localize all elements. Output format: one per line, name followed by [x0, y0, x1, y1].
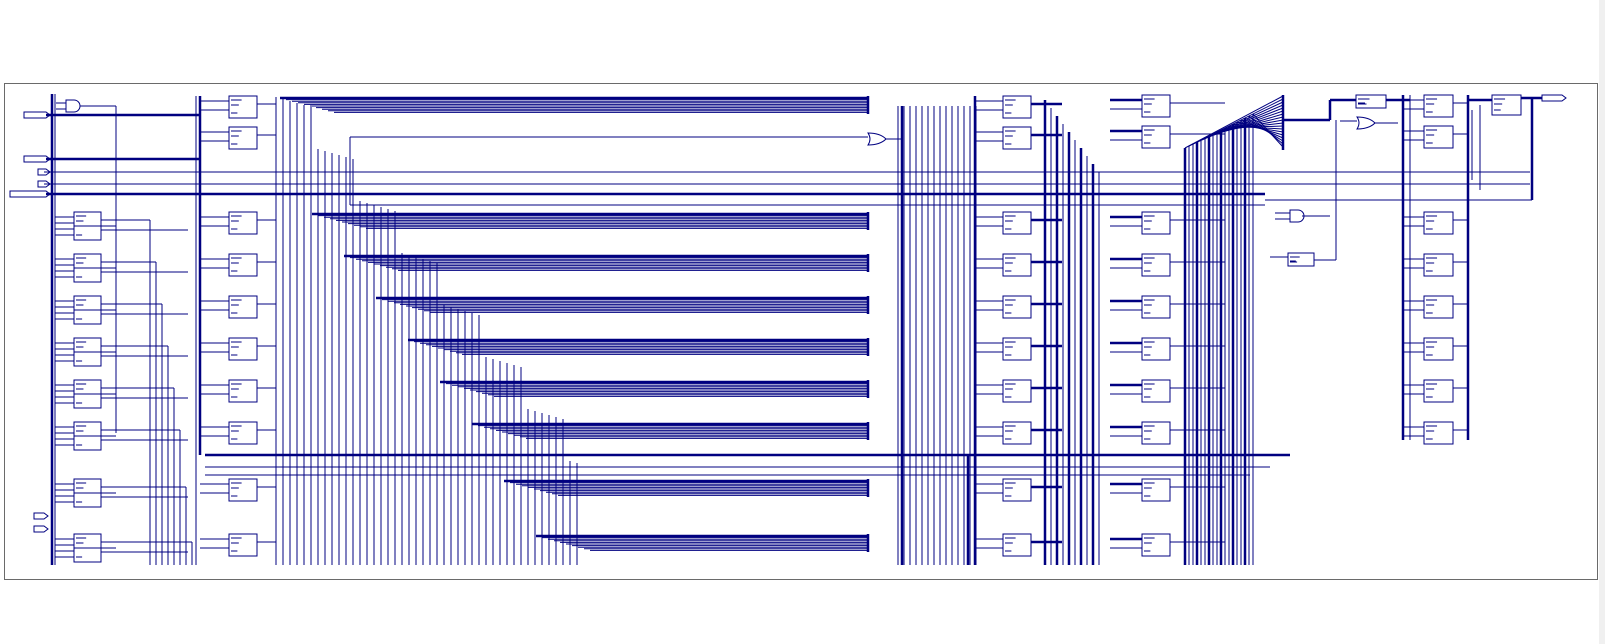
- logic-block[interactable]: [1003, 534, 1031, 556]
- logic-block[interactable]: [1003, 296, 1031, 318]
- logic-block[interactable]: [1424, 380, 1453, 402]
- logic-block[interactable]: [1142, 534, 1170, 556]
- logic-block[interactable]: [1003, 212, 1031, 234]
- logic-block[interactable]: [229, 422, 257, 444]
- logic-block[interactable]: [1003, 479, 1031, 501]
- wire: [1249, 116, 1283, 144]
- io-port[interactable]: [34, 513, 48, 519]
- logic-block[interactable]: [229, 127, 257, 149]
- logic-block[interactable]: [1424, 126, 1453, 148]
- logic-block[interactable]: [1424, 422, 1453, 444]
- logic-block[interactable]: [1356, 95, 1386, 108]
- logic-block[interactable]: [1142, 422, 1170, 444]
- logic-block[interactable]: [229, 212, 257, 234]
- logic-block[interactable]: [1003, 127, 1031, 149]
- logic-block[interactable]: [1424, 338, 1453, 360]
- logic-block[interactable]: [1142, 95, 1170, 117]
- logic-block[interactable]: [229, 534, 257, 556]
- logic-block[interactable]: [1003, 96, 1031, 118]
- logic-block[interactable]: [1288, 253, 1314, 266]
- logic-block[interactable]: [1142, 296, 1170, 318]
- logic-block[interactable]: [1003, 254, 1031, 276]
- logic-block[interactable]: [1424, 212, 1453, 234]
- logic-block[interactable]: [1003, 422, 1031, 444]
- or-gate[interactable]: [1357, 117, 1375, 129]
- logic-block[interactable]: [1142, 126, 1170, 148]
- logic-block[interactable]: [229, 296, 257, 318]
- logic-block[interactable]: [1492, 95, 1521, 115]
- io-port[interactable]: [1542, 95, 1566, 101]
- logic-block[interactable]: [1003, 338, 1031, 360]
- logic-block[interactable]: [1424, 296, 1453, 318]
- logic-block[interactable]: [1142, 380, 1170, 402]
- logic-block[interactable]: [1142, 479, 1170, 501]
- or-gate[interactable]: [868, 133, 886, 145]
- logic-block[interactable]: [1142, 338, 1170, 360]
- logic-block[interactable]: [229, 96, 257, 118]
- logic-block[interactable]: [229, 380, 257, 402]
- io-port[interactable]: [10, 191, 50, 197]
- logic-block[interactable]: [1142, 212, 1170, 234]
- and-gate[interactable]: [66, 100, 80, 112]
- logic-block[interactable]: [1424, 254, 1453, 276]
- logic-block[interactable]: [229, 338, 257, 360]
- logic-block[interactable]: [1003, 380, 1031, 402]
- and-gate[interactable]: [1290, 210, 1304, 222]
- logic-block[interactable]: [1142, 254, 1170, 276]
- logic-block[interactable]: [229, 479, 257, 501]
- io-port[interactable]: [34, 526, 48, 532]
- logic-block[interactable]: [229, 254, 257, 276]
- logic-block[interactable]: [1424, 95, 1453, 117]
